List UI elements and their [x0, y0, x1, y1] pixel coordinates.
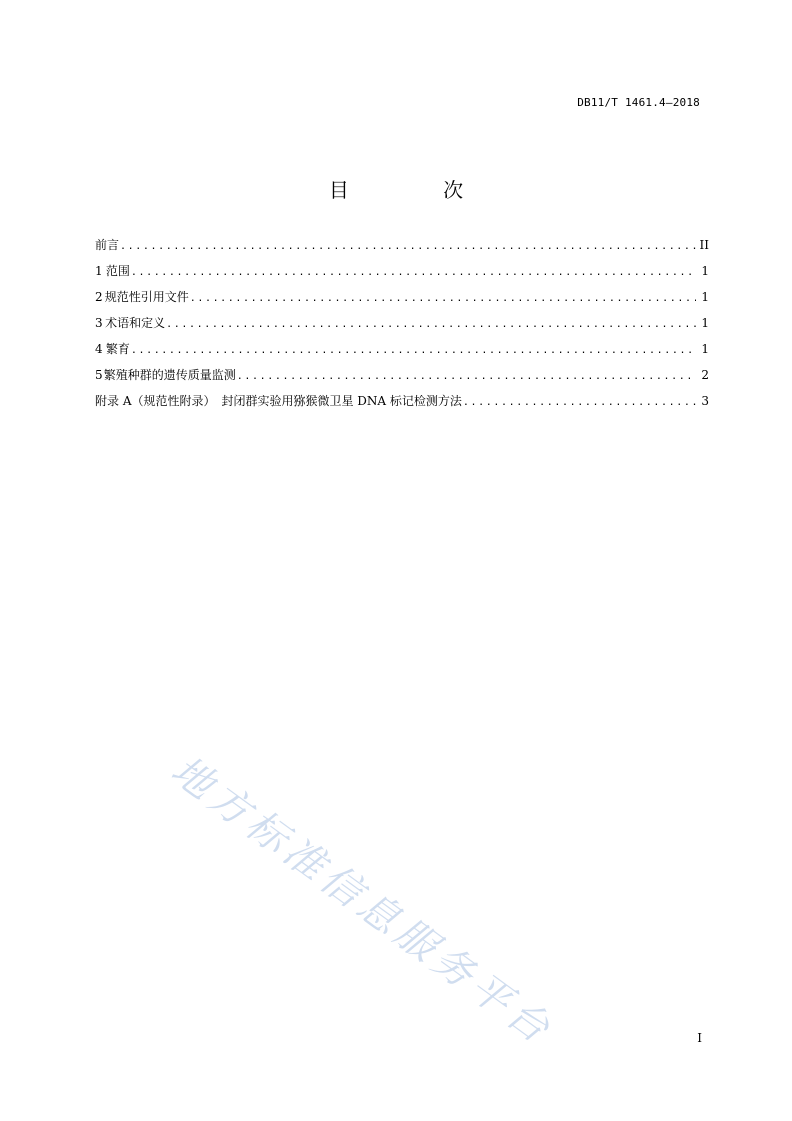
toc-entry-scope[interactable]: [95, 262, 709, 288]
toc-dot-leader: [463, 397, 696, 408]
toc-entry-page: II: [699, 238, 709, 252]
toc-entry-label: 繁殖种群的遗传质量监测: [103, 368, 236, 382]
toc-entry-page: 1: [701, 342, 709, 356]
toc-entry-terms-definitions[interactable]: [95, 314, 709, 340]
toc-entry-page: 2: [701, 368, 709, 382]
toc-entry-page: 1: [701, 290, 709, 304]
toc-entry-page: 1: [701, 264, 709, 278]
toc-dot-leader: [131, 267, 696, 278]
toc-entry-label: 范围: [105, 264, 130, 278]
toc-entry-number: 4: [95, 342, 103, 356]
toc-entry-number: 1: [95, 264, 103, 278]
watermark-text: 地方标准信息服务平台: [162, 747, 562, 1055]
toc-dot-leader: [237, 371, 696, 382]
toc-entry-label: 术语和定义: [105, 316, 166, 330]
toc-dot-leader: [120, 241, 696, 252]
toc-entry-page: 1: [701, 316, 709, 330]
toc-entry-foreword[interactable]: [95, 236, 709, 262]
toc-entry-number: 2: [95, 290, 103, 304]
toc-entry-number: 3: [95, 316, 103, 330]
toc-dot-leader: [131, 345, 696, 356]
page-number: I: [697, 1031, 702, 1045]
toc-title: 目 次: [328, 178, 508, 202]
toc-entry-appendix-a[interactable]: [95, 392, 709, 418]
toc-entry-label: 繁育: [105, 342, 130, 356]
table-of-contents: [95, 236, 709, 418]
toc-entry-label: 前言: [95, 238, 120, 252]
toc-entry-page: 3: [701, 394, 709, 408]
toc-entry-genetic-monitoring[interactable]: [95, 366, 709, 392]
toc-entry-normative-references[interactable]: [95, 288, 709, 314]
toc-entry-breeding[interactable]: [95, 340, 709, 366]
toc-entry-label: 附录 A（规范性附录） 封闭群实验用猕猴微卫星 DNA 标记检测方法: [95, 394, 462, 408]
toc-dot-leader: [190, 293, 696, 304]
toc-dot-leader: [166, 319, 696, 330]
toc-entry-label: 规范性引用文件: [104, 290, 189, 304]
toc-entry-number: 5: [95, 368, 103, 382]
document-code: DB11/T 1461.4—2018: [577, 96, 700, 109]
